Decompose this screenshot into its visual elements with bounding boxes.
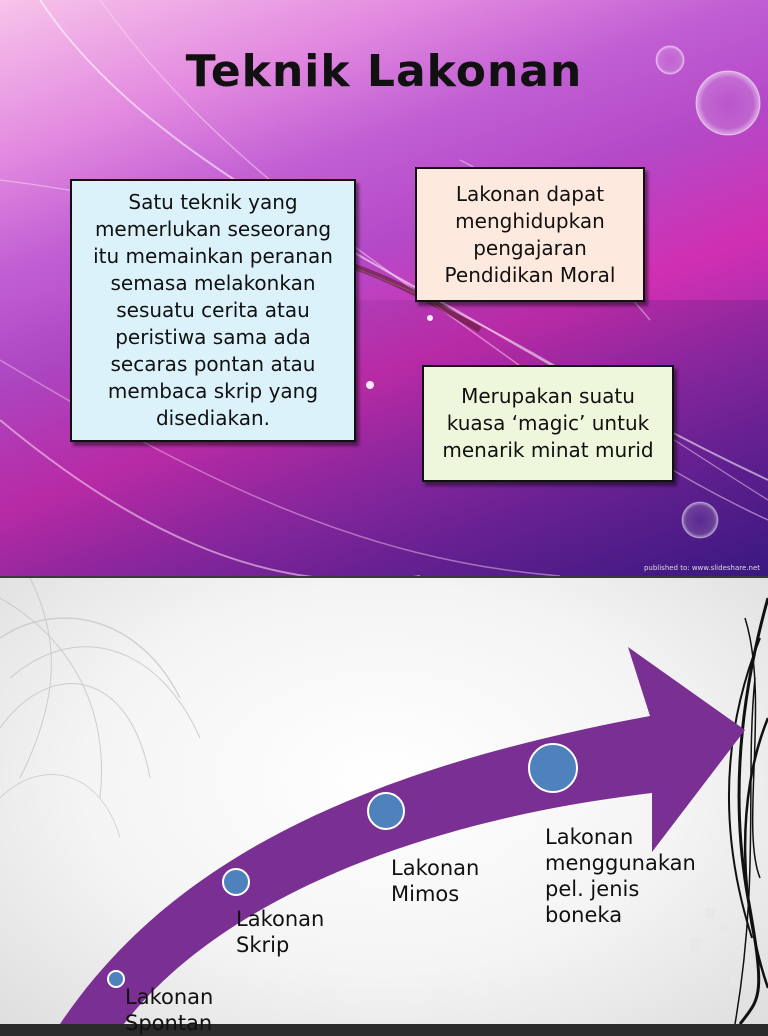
stage-label-spontan: Lakonan Spontan	[125, 985, 214, 1035]
stage-label-skrip: Lakonan Skrip	[236, 907, 325, 957]
slide-title: Teknik Lakonan	[185, 46, 583, 97]
stage-marker-4	[529, 744, 577, 792]
definition-text: Satu teknik yang memerlukan seseorang itu memainkan peranan semasa melakonkan sesuatu cerita atau peristiwa sama ada secaras pontan atau membaca skrip yang disediakan.	[93, 190, 333, 430]
slide-credit: published to: www.slideshare.net	[643, 564, 760, 572]
magic-text: Merupakan suatu kuasa ‘magic’ untuk menarik minat murid	[442, 384, 654, 462]
stage-label-mimos: Lakonan Mimos	[391, 856, 480, 906]
benefit-text: Lakonan dapat menghidupkan pengajaran Pendidikan Moral	[444, 181, 616, 287]
stage-marker-2	[223, 869, 249, 895]
stage-marker-1	[108, 971, 124, 987]
stage-label-boneka: Lakonan menggunakan pel. jenis boneka	[545, 825, 696, 927]
stage-marker-3	[368, 793, 404, 829]
